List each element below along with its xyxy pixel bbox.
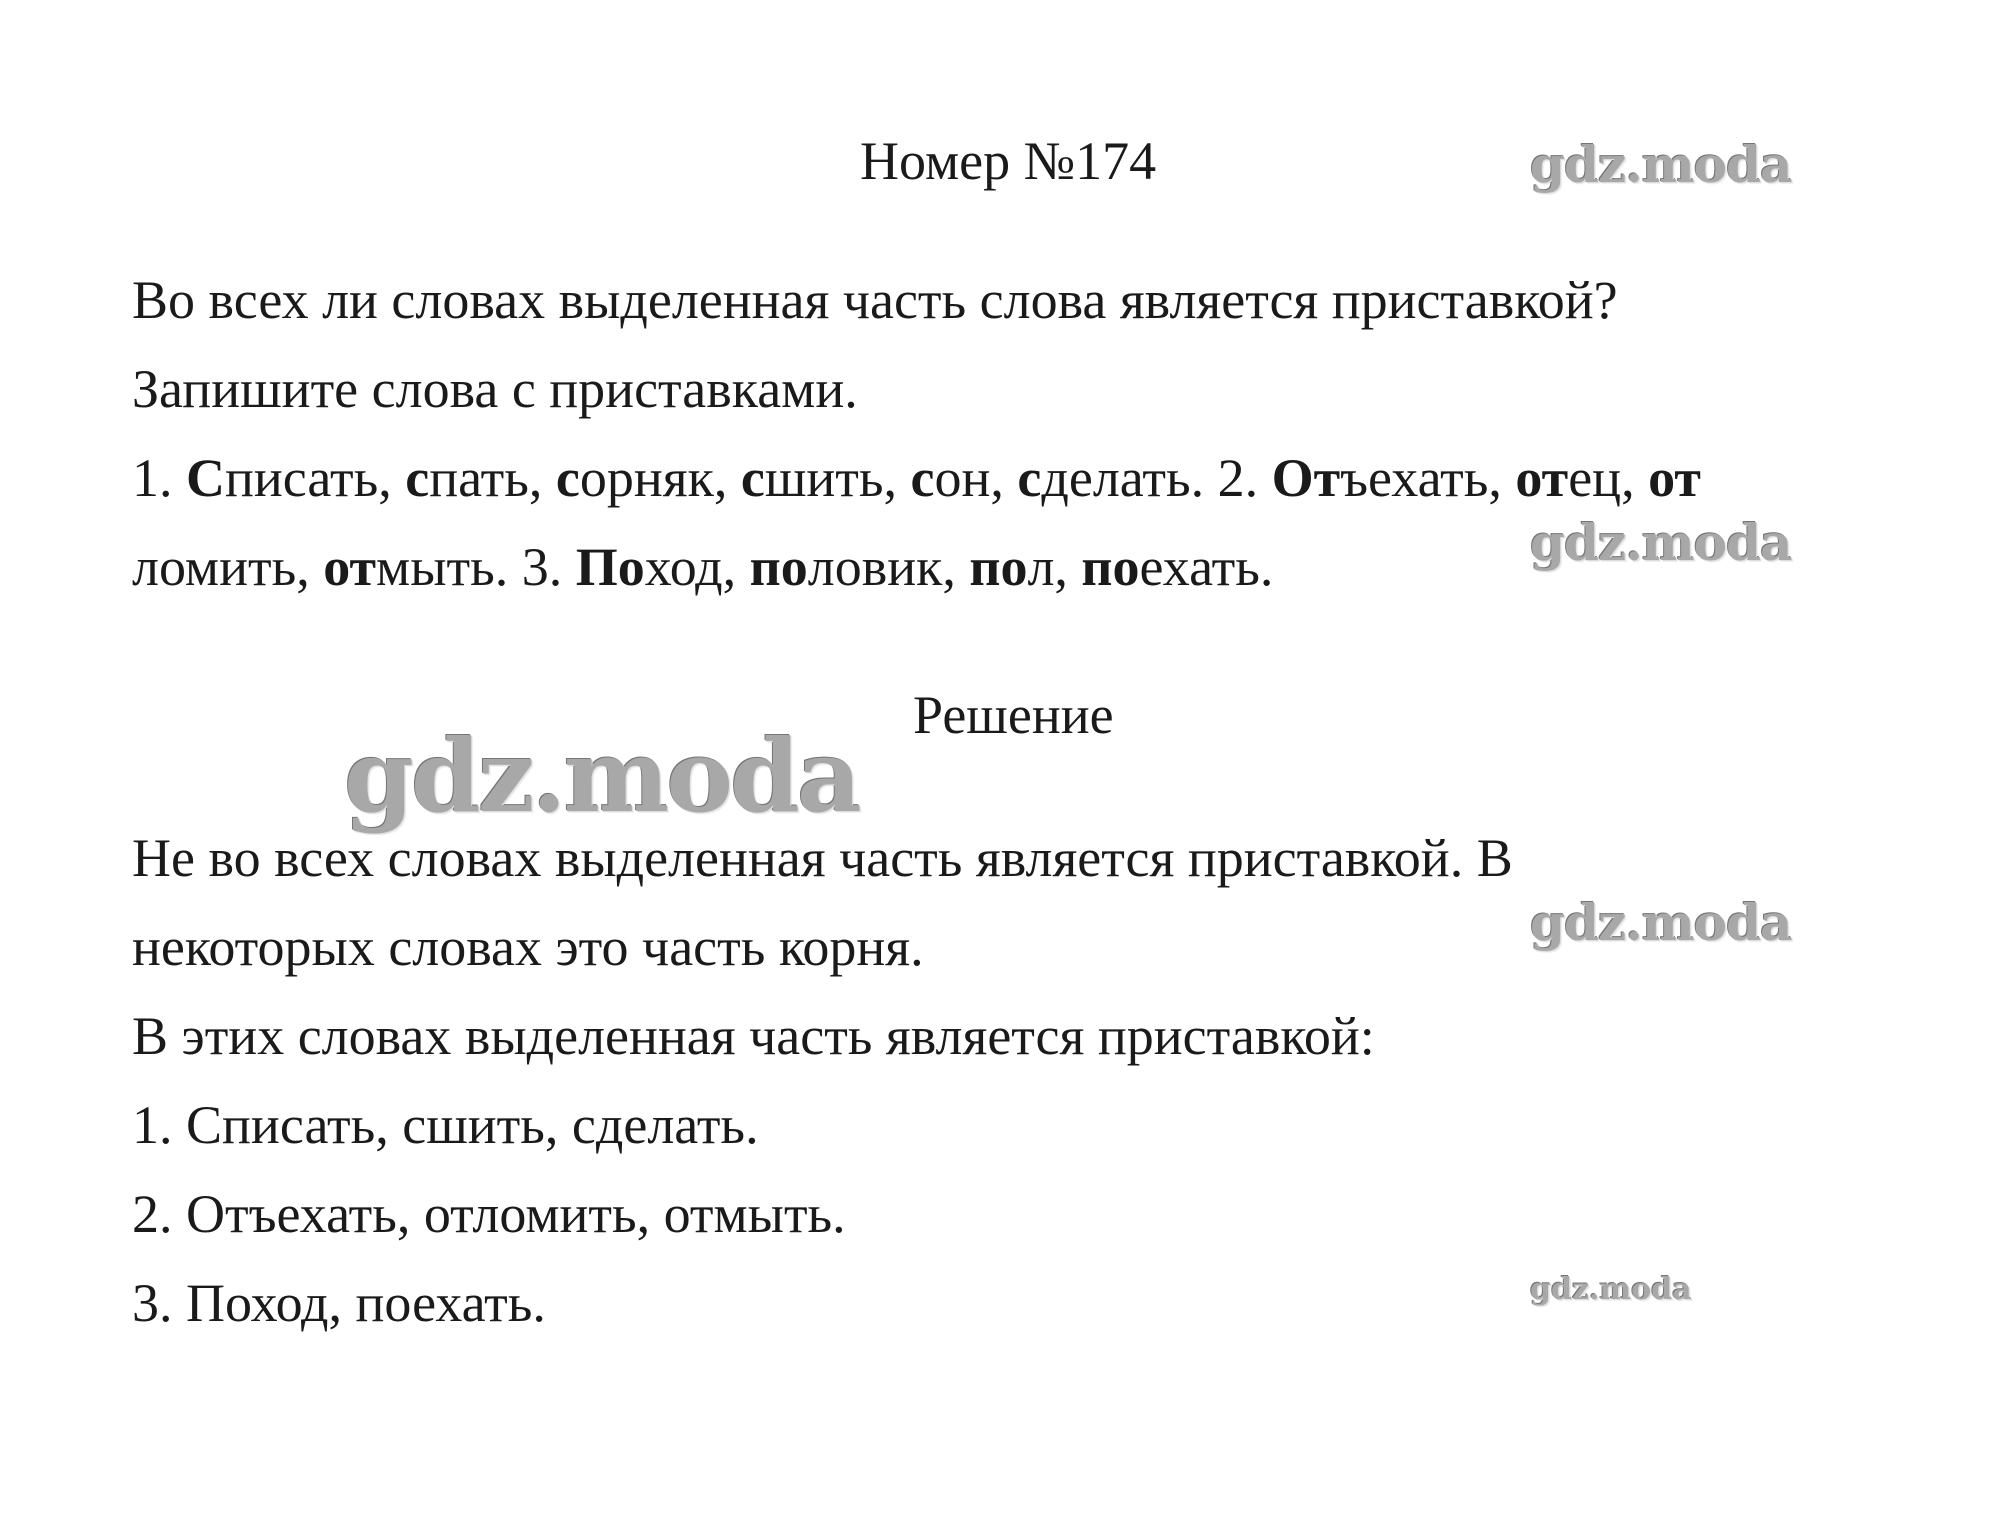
highlighted-morpheme: По	[575, 537, 645, 597]
text-segment: мыть. 3.	[376, 537, 576, 597]
text-segment: л,	[1027, 537, 1082, 597]
highlighted-morpheme: От	[1271, 448, 1341, 508]
text-segment: Во всех ли словах выделенная часть слова является приставкой?	[132, 270, 1618, 330]
highlighted-morpheme: с	[910, 448, 935, 508]
text-segment: делать. 2.	[1041, 448, 1272, 508]
highlighted-morpheme: с	[740, 448, 765, 508]
task-line	[132, 345, 1912, 434]
highlighted-morpheme: от	[323, 537, 377, 597]
task-line	[132, 523, 1912, 612]
highlighted-morpheme: от	[1648, 448, 1701, 508]
text-segment: Запишите слова с приставками.	[132, 359, 858, 419]
highlighted-morpheme: по	[1081, 537, 1140, 597]
text-segment: ход,	[644, 537, 750, 597]
highlighted-morpheme: с	[1017, 448, 1042, 508]
text-segment: ец,	[1568, 448, 1649, 508]
highlighted-morpheme: по	[749, 537, 808, 597]
watermark: gdz.moda	[344, 717, 859, 835]
solution-text	[132, 814, 1912, 1348]
solution-title: Решение	[913, 685, 1114, 745]
highlighted-morpheme: от	[1515, 448, 1569, 508]
solution-line: 3. Поход, поехать.	[132, 1273, 546, 1333]
solution-line: Не во всех словах выделенная часть является приставкой. В	[132, 828, 1513, 888]
task-text	[132, 256, 1912, 612]
text-segment: ъехать,	[1340, 448, 1516, 508]
watermark: gdz.moda	[1530, 1272, 1692, 1307]
highlighted-morpheme: с	[405, 448, 430, 508]
text-segment: ломить,	[132, 537, 324, 597]
text-segment: ловик,	[807, 537, 970, 597]
text-segment: шить,	[764, 448, 911, 508]
highlighted-morpheme: по	[969, 537, 1028, 597]
text-segment: пать,	[429, 448, 556, 508]
text-segment: он,	[934, 448, 1018, 508]
solution-line: некоторых словах это часть корня.	[132, 917, 924, 977]
task-title: Номер №174	[860, 131, 1157, 191]
watermark: gdz.moda	[1530, 893, 1792, 952]
task-line	[132, 256, 1912, 345]
solution-line: 2. Отъехать, отломить, отмыть.	[132, 1184, 846, 1244]
text-segment: ехать.	[1139, 537, 1274, 597]
solution-line: 1. Списать, сшить, сделать.	[132, 1095, 759, 1155]
text-segment: 1.	[132, 448, 186, 508]
watermark: gdz.moda	[1530, 513, 1792, 572]
text-segment: писать,	[225, 448, 406, 508]
watermark: gdz.moda	[1530, 135, 1792, 194]
highlighted-morpheme: с	[555, 448, 580, 508]
solution-line: В этих словах выделенная часть является приставкой:	[132, 1006, 1375, 1066]
text-segment: орняк,	[579, 448, 741, 508]
task-line	[132, 434, 1912, 523]
highlighted-morpheme: С	[186, 448, 225, 508]
